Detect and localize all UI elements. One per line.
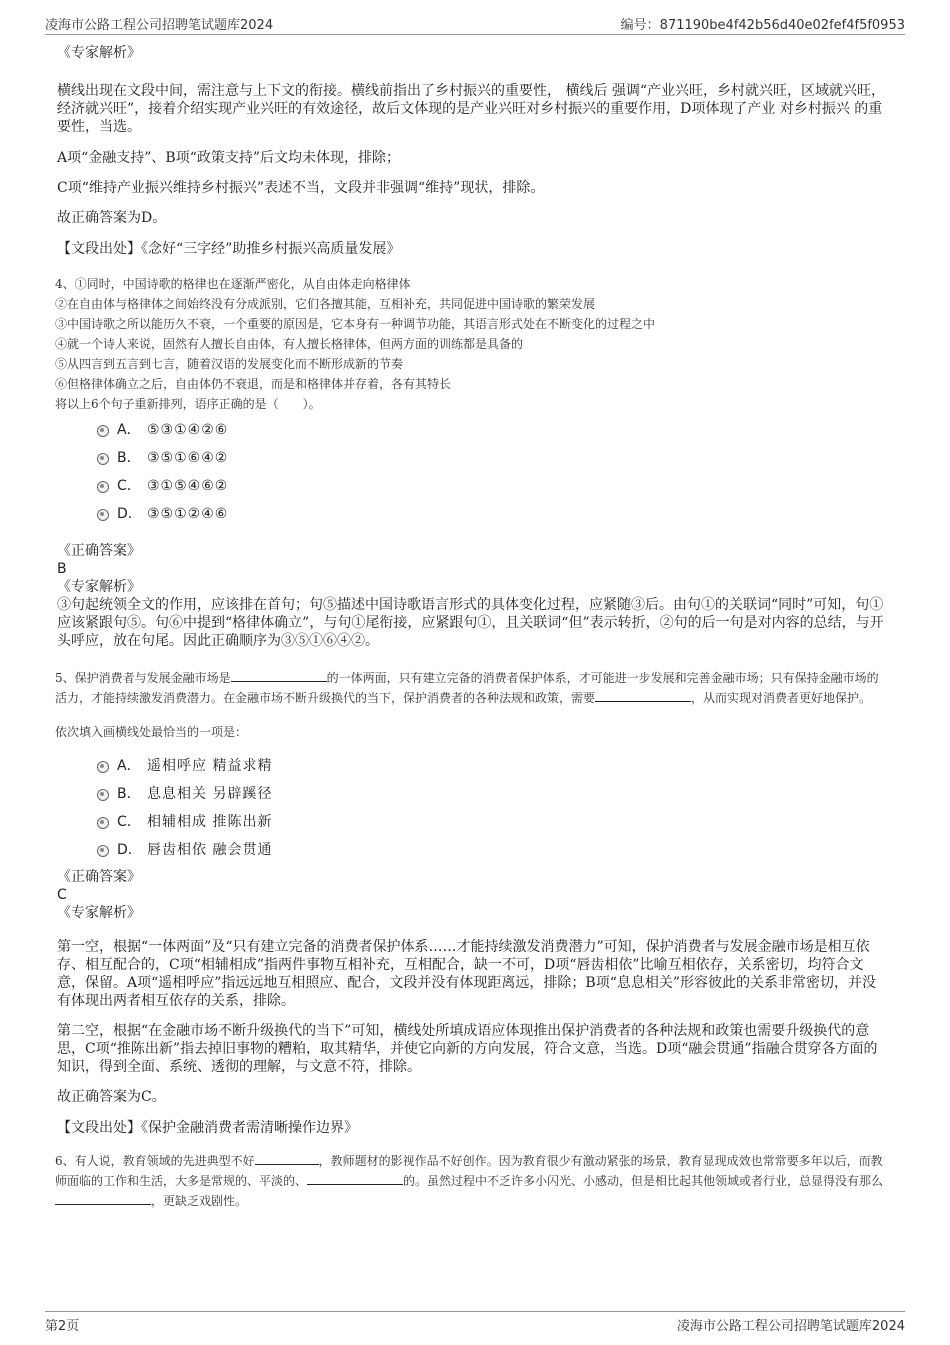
q5-answer-statement: 故正确答案为C。	[57, 1089, 166, 1105]
option-text: ⑤③①④②⑥	[147, 422, 229, 438]
radio-button[interactable]	[97, 425, 109, 437]
q5-stem	[55, 668, 887, 708]
q5-option-d[interactable]	[57, 840, 887, 868]
option-text: ③⑤①②④⑥	[147, 506, 229, 522]
page-number: 第2页	[45, 1319, 80, 1334]
q5-stem-part: 5、保护消费者与发展金融市场是	[55, 671, 231, 685]
header-doc-id: 编号：871190be4f42b56d40e02fef4f5f0953	[620, 18, 905, 33]
option-letter: D．	[117, 842, 142, 858]
radio-button[interactable]	[97, 789, 109, 801]
q6-blank-1	[255, 1152, 319, 1165]
q4-stem	[55, 274, 887, 414]
q6-blank-3	[55, 1192, 151, 1205]
q3-answer-statement: 故正确答案为D。	[57, 210, 167, 226]
q4-line: ⑤从四言到五言到七言，随着汉语的发展变化而不断形成新的节奏	[55, 357, 404, 371]
q4-answer-label: 《正确答案》	[57, 543, 141, 559]
q4-answer: B	[57, 561, 67, 577]
q3-analysis-para1: 横线出现在文段中间，需注意与上下文的衔接。横线前指出了乡村振兴的重要性， 横线后 强调“产业兴旺，乡村就兴旺，区域就兴旺，经济就兴旺”，接着介绍实现产业兴旺的有效途径，故后文体现的是产业兴旺对乡村振兴的重要作用，D项体现了产业 对乡村振兴 的重要性，当选。	[57, 83, 886, 135]
q5-option-b[interactable]	[57, 784, 887, 812]
page-content	[57, 44, 887, 1211]
q5-stem-part: ，从而实现对消费者更好地保护。	[691, 691, 872, 705]
q4-line: 4、①同时，中国诗歌的格律也在逐渐严密化，从自由体走向格律体	[55, 277, 411, 291]
q3-analysis-label: 《专家解析》	[57, 45, 141, 61]
q6-stem	[55, 1151, 887, 1211]
radio-button[interactable]	[97, 817, 109, 829]
radio-button[interactable]	[97, 453, 109, 465]
q5-answer-label: 《正确答案》	[57, 869, 141, 885]
radio-button[interactable]	[97, 761, 109, 773]
page-footer	[45, 1311, 905, 1334]
q4-option-c[interactable]	[57, 476, 887, 504]
q5-analysis-label: 《专家解析》	[57, 905, 141, 921]
q5-blank-1	[231, 669, 327, 682]
q3-source: 【文段出处】《念好“三字经”助推乡村振兴高质量发展》	[57, 241, 401, 257]
q5-option-a[interactable]	[57, 756, 887, 784]
q6-stem-part: ，教师题材的影视作品不好创作。因为教育很少有激动紧张的场景，教育显现成效也常常要多年以后，而教师面临的工作和生活，大多是常规的、平淡的、	[55, 1154, 883, 1188]
q4-option-b[interactable]	[57, 448, 887, 476]
option-letter: C．	[117, 814, 141, 830]
q4-line: ⑥但格律体确立之后，自由体仍不衰退，而是和格律体并存着，各有其特长	[55, 377, 452, 391]
option-text: ③①⑤④⑥②	[147, 478, 229, 494]
option-text: 相辅相成 推陈出新	[147, 814, 273, 830]
q6-stem-part: ，更缺乏戏剧性。	[151, 1194, 248, 1208]
option-text: 遥相呼应 精益求精	[147, 758, 273, 774]
q4-analysis-label: 《专家解析》	[57, 579, 141, 595]
q5-stem-part: 的一体两面，只有建立完备的消费者保护体系，才可能进一步发展和完善金融市场；只有保持金融市场的活力，才能持续激发消费潜力。在金融市场不断升级换代的当下，保护消费者的各种法规和政策，需要	[55, 671, 879, 705]
header-title: 凌海市公路工程公司招聘笔试题库2024	[45, 18, 274, 33]
q6-blank-2	[307, 1172, 403, 1185]
q5-option-c[interactable]	[57, 812, 887, 840]
radio-button[interactable]	[97, 509, 109, 521]
option-text: 息息相关 另辟蹊径	[147, 786, 273, 802]
q4-option-d[interactable]	[57, 504, 887, 532]
q4-options	[57, 420, 887, 532]
option-letter: B．	[117, 450, 141, 466]
q6-stem-part: 的。虽然过程中不乏许多小闪光、小感动，但是相比起其他领域或者行业，总显得没有那么	[403, 1174, 884, 1188]
q4-line: ④就一个诗人来说，固然有人擅长自由体，有人擅长格律体，但两方面的训练都是具备的	[55, 337, 524, 351]
q5-answer: C	[57, 887, 67, 903]
q4-question: 将以上6个句子重新排列，语序正确的是（ ）。	[55, 397, 321, 411]
q5-options	[57, 756, 887, 868]
option-text: ③⑤①⑥④②	[147, 450, 229, 466]
q5-prompt: 依次填入画横线处最恰当的一项是：	[55, 725, 248, 739]
option-letter: A．	[117, 758, 141, 774]
q4-option-a[interactable]	[57, 420, 887, 448]
q5-source: 【文段出处】《保护金融消费者需清晰操作边界》	[57, 1120, 358, 1136]
option-letter: A．	[117, 422, 141, 438]
q4-analysis: ③句起统领全文的作用，应该排在首句；句⑤描述中国诗歌语言形式的具体变化过程，应紧随③后。由句①的关联词“同时”可知，句①应该紧跟句⑤。句⑥中提到“格律体确立”，与句①尾衔接，应紧跟句①，且关联词“但”表示转折，②句的后一句是对内容的总结，与开头呼应，放在句尾。因此正确顺序为③⑤①⑥④②。	[57, 597, 884, 649]
option-letter: B．	[117, 786, 141, 802]
option-text: 唇齿相依 融会贯通	[147, 842, 273, 858]
option-letter: D．	[117, 506, 142, 522]
radio-button[interactable]	[97, 845, 109, 857]
q5-analysis-para1: 第一空，根据“一体两面”及“只有建立完备的消费者保护体系……才能持续激发消费潜力”可知，保护消费者与发展金融市场是相互依存、相互配合的，C项“相辅相成”指两件事物互相补充，互相配合，缺一不可，D项“唇齿相依”比喻互相依存，关系密切，均符合文意，保留。A项“遥相呼应”指远远地互相照应、配合，文段并没有体现距离远，排除；B项“息息相关”形容彼此的关系非常密切，并没有体现出两者相互依存的关系，排除。	[57, 939, 877, 1009]
option-letter: C．	[117, 478, 141, 494]
q5-blank-2	[595, 689, 691, 702]
q3-analysis-para3: C项“维持产业振兴维持乡村振兴”表述不当，文段并非强调“维持”现状，排除。	[57, 180, 545, 196]
radio-button[interactable]	[97, 481, 109, 493]
q4-line: ②在自由体与格律体之间始终没有分成派别，它们各擅其能，互相补充，共同促进中国诗歌的繁荣发展	[55, 297, 596, 311]
q5-analysis-para2: 第二空，根据“在金融市场不断升级换代的当下”可知，横线处所填成语应体现推出保护消费者的各种法规和政策也需要升级换代的意思，C项“推陈出新”指去掉旧事物的糟粕，取其精华，并使它向新的方向发展，符合文意，当选。D项“融会贯通”指融合贯穿各方面的知识，得到全面、系统、透彻的理解，与文意不符，排除。	[57, 1023, 878, 1075]
q4-line: ③中国诗歌之所以能历久不衰，一个重要的原因是，它本身有一种调节功能，其语言形式处在不断变化的过程之中	[55, 317, 656, 331]
footer-title: 凌海市公路工程公司招聘笔试题库2024	[676, 1319, 905, 1334]
q3-analysis-para2: A项“金融支持”、B项“政策支持”后文均未体现，排除；	[57, 150, 401, 166]
q6-stem-part: 6、有人说，教育领域的先进典型不好	[55, 1154, 255, 1168]
page-header	[45, 12, 905, 35]
